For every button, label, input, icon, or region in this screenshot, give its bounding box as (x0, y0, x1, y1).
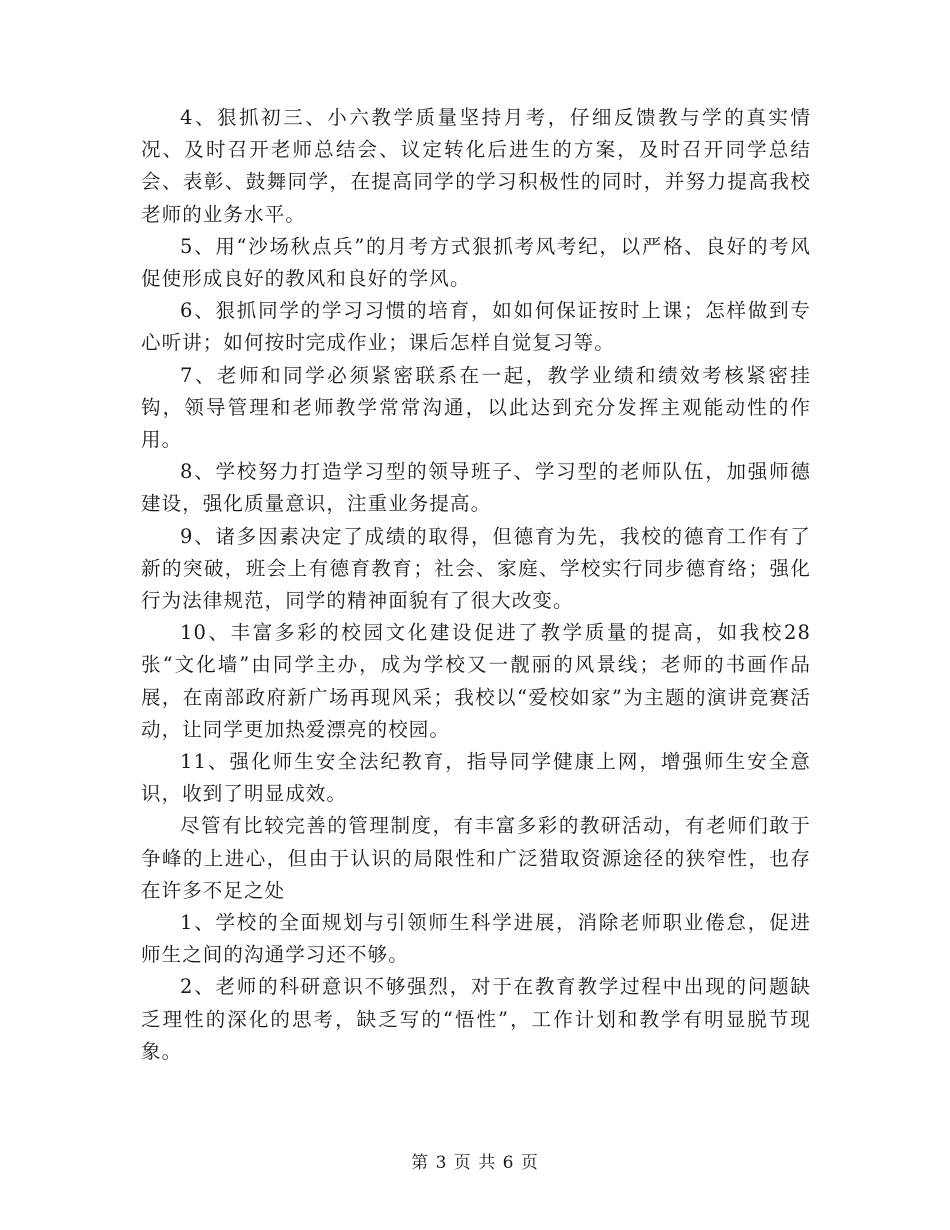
paragraph-shortcoming-1: 1、学校的全面规划与引领师生科学进展，消除老师职业倦怠，促进师生之间的沟通学习还不够。 (141, 911, 811, 967)
paragraph-item-6: 6、狠抓同学的学习习惯的培育，如如何保证按时上课；怎样做到专心听讲；如何按时完成作业；课后怎样自觉复习等。 (141, 299, 811, 355)
paragraph-shortcomings-intro: 尽管有比较完善的管理制度，有丰富多彩的教研活动，有老师们敢于争峰的上进心，但由于认识的局限性和广泛猎取资源途径的狭窄性，也存在许多不足之处 (141, 814, 811, 902)
page-number-footer: 第 3 页 共 6 页 (411, 1153, 539, 1173)
paragraph-item-8: 8、学校努力打造学习型的领导班子、学习型的老师队伍，加强师德建设，强化质量意识，注重业务提高。 (141, 460, 811, 516)
paragraph-shortcoming-2: 2、老师的科研意识不够强烈，对于在教育教学过程中出现的问题缺乏理性的深化的思考，缺乏写的“悟性”，工作计划和教学有明显脱节现象。 (141, 975, 811, 1063)
paragraph-item-5: 5、用“沙场秋点兵”的月考方式狠抓考风考纪，以严格、良好的考风促使形成良好的教风和良好的学风。 (141, 234, 811, 291)
paragraph-item-10: 10、丰富多彩的校园文化建设促进了教学质量的提高，如我校28张“文化墙”由同学主办，成为学校又一靓丽的风景线；老师的书画作品展，在南部政府新广场再现风采；我校以“爱校如家”为主题的演讲竞赛活动，让同学更加热爱漂亮的校园。 (141, 621, 811, 741)
paragraph-item-7: 7、老师和同学必须紧密联系在一起，教学业绩和绩效考核紧密挂钩，领导管理和老师教学常常沟通，以此达到充分发挥主观能动性的作用。 (141, 363, 811, 452)
paragraph-item-4: 4、狠抓初三、小六教学质量坚持月考，仔细反馈教与学的真实情况、及时召开老师总结会、议定转化后进生的方案，及时召开同学总结会、表彰、鼓舞同学，在提高同学的学习积极性的同时，并努力提高我校老师的业务水平。 (141, 106, 811, 226)
paragraph-item-9: 9、诸多因素决定了成绩的取得，但德育为先，我校的德育工作有了新的突破，班会上有德育教育；社会、家庭、学校实行同步德育络；强化行为法律规范，同学的精神面貌有了很大改变。 (141, 524, 811, 613)
document-body (141, 102, 811, 1068)
paragraph-item-11: 11、强化师生安全法纪教育，指导同学健康上网，增强师生安全意识，收到了明显成效。 (141, 750, 811, 806)
